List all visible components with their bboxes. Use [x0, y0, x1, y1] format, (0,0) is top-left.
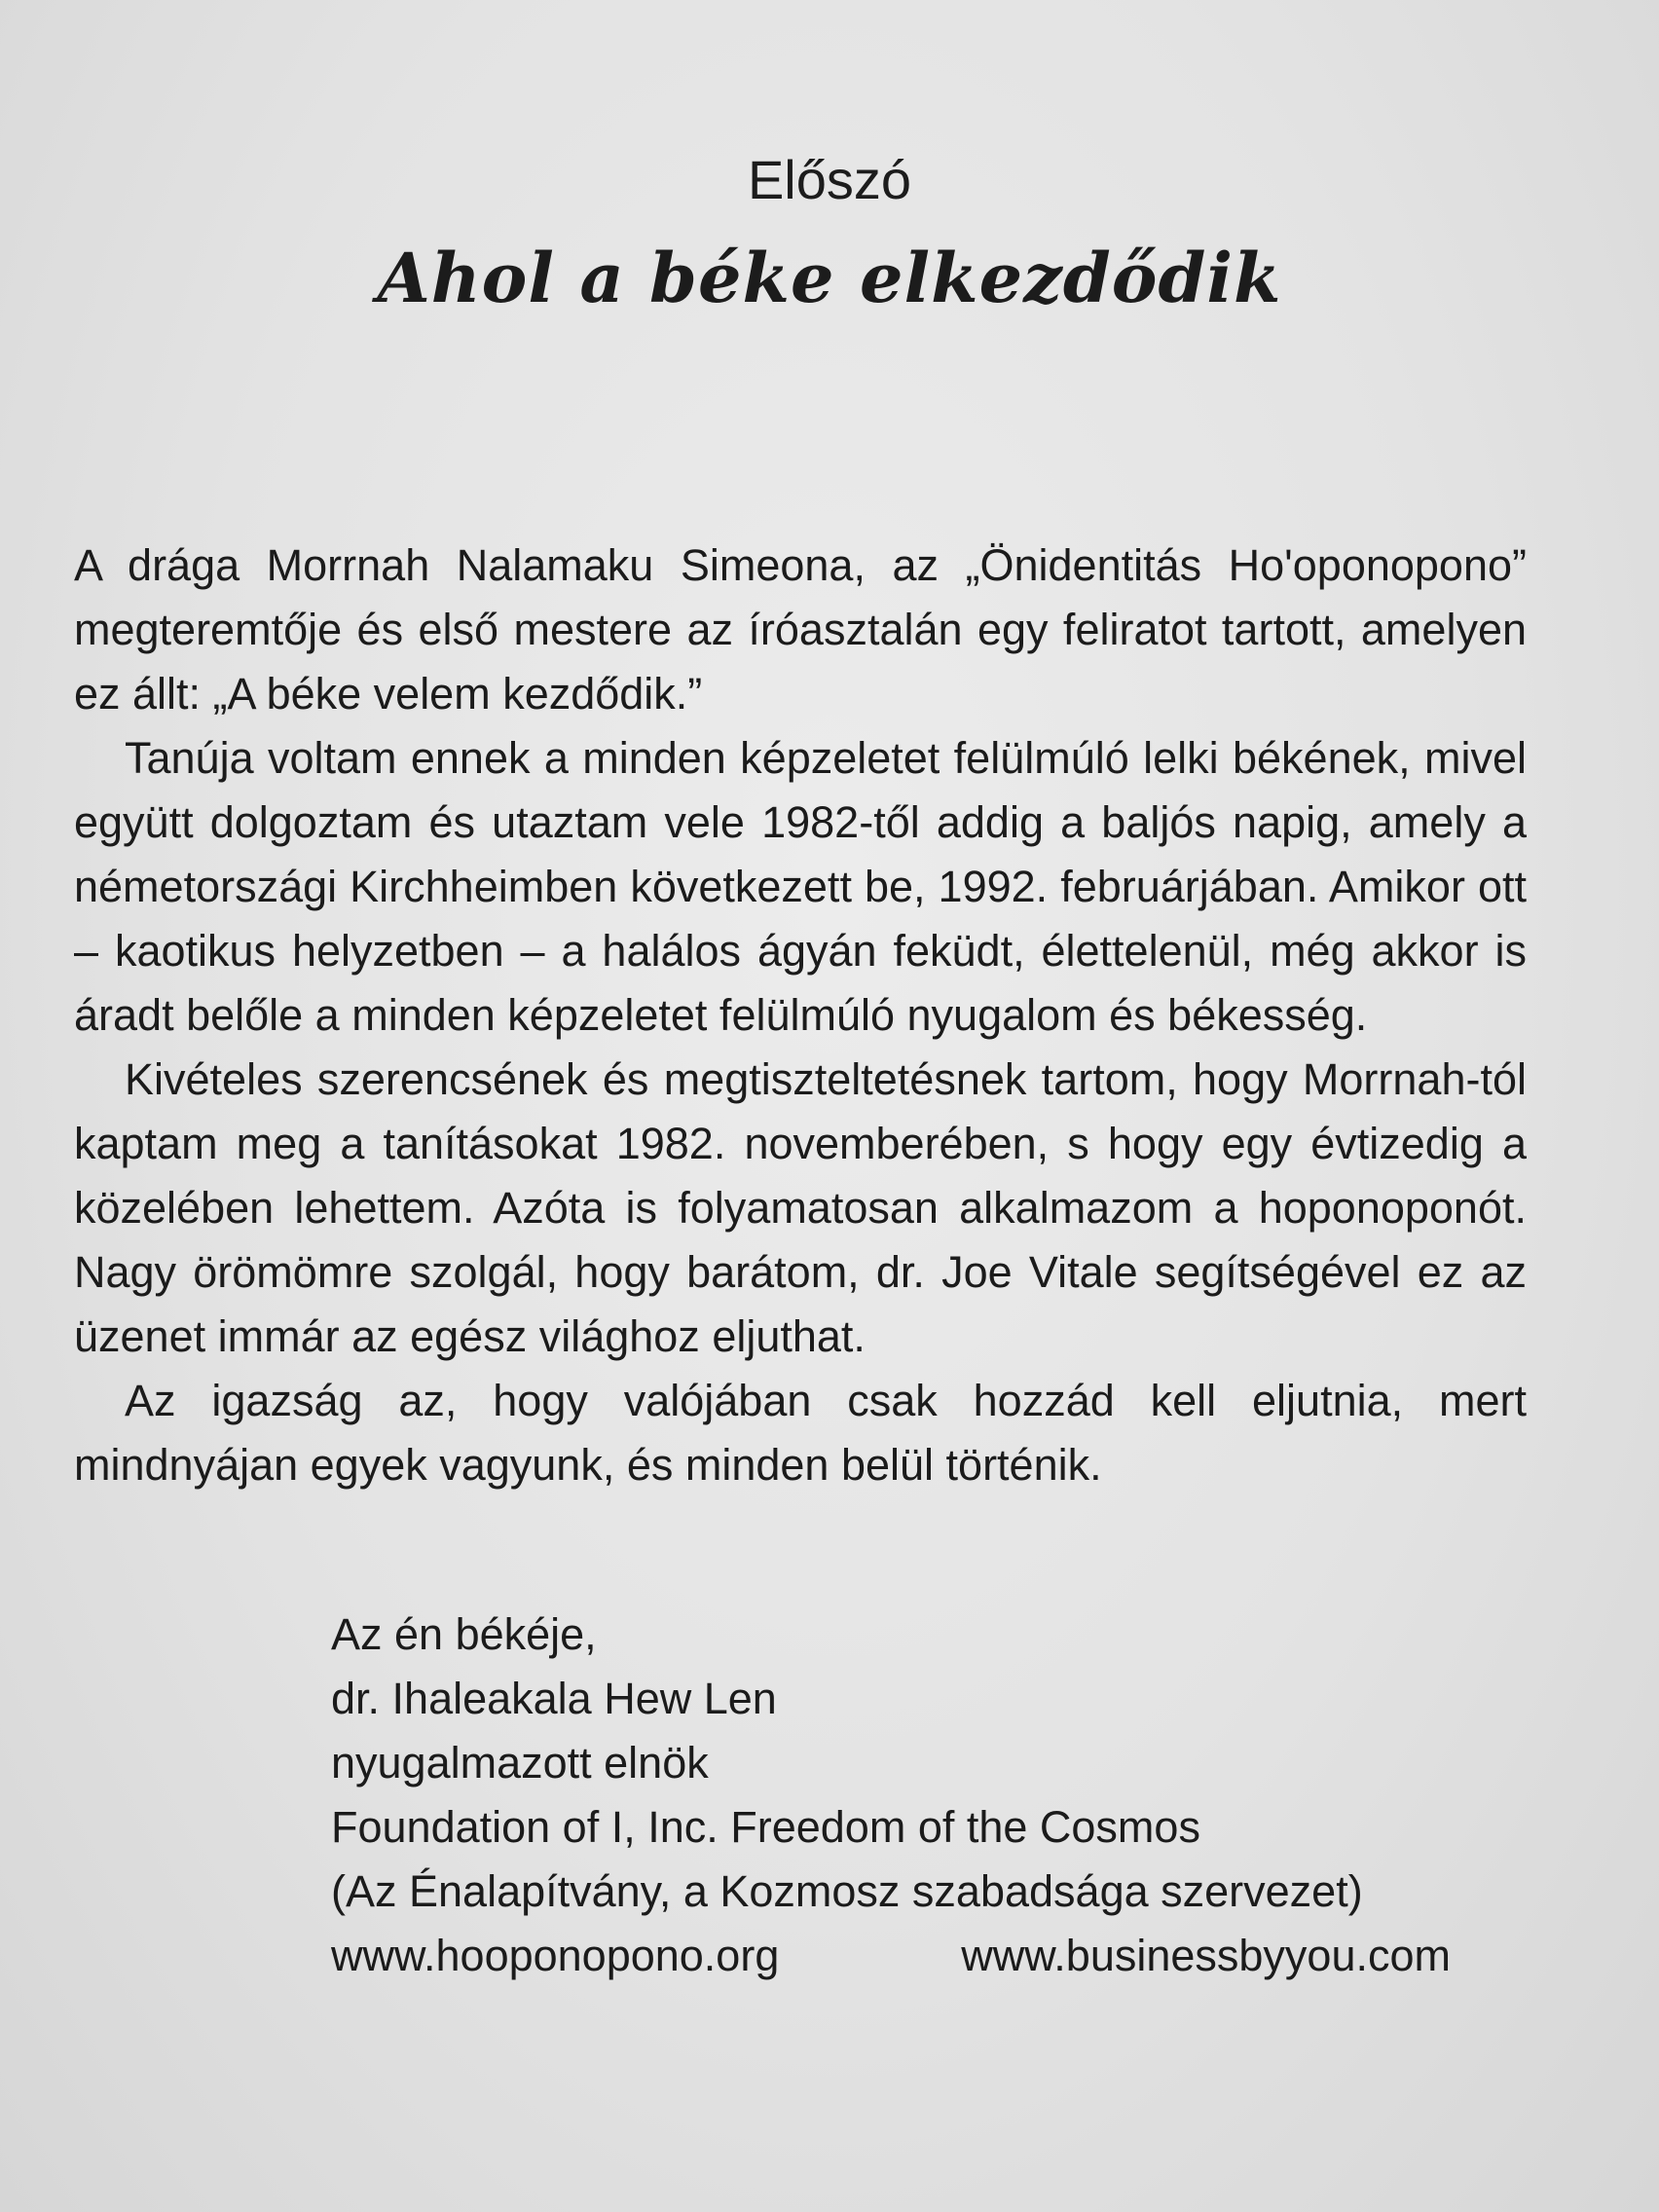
- chapter-title: Ahol a béke elkezdődik: [377, 238, 1282, 318]
- website-link-hooponopono[interactable]: www.hooponopono.org: [331, 1931, 780, 1980]
- body-text: [74, 534, 1527, 1497]
- website-link-businessbyyou[interactable]: www.businessbyyou.com: [961, 1931, 1451, 1980]
- section-label: Előszó: [747, 149, 912, 210]
- signature-role: nyugalmazott elnök: [331, 1738, 709, 1788]
- signature-organization: Foundation of I, Inc. Freedom of the Cosmos: [331, 1802, 1200, 1852]
- signature-closing: Az én békéje,: [331, 1609, 597, 1659]
- signature-organization-translation: (Az Énalapítvány, a Kozmosz szabadsága szervezet): [331, 1866, 1363, 1916]
- paragraph-3: Kivételes szerencsének és megtiszteltetésnek tartom, hogy Morrnah-tól kaptam meg a tanításokat 1982. novemberében, s hogy egy évtizedig a közelében lehettem. Azóta is folyamatosan alkalmazom a hoponoponót. Nagy örömömre szolgál, hogy barátom, dr. Joe Vitale segítségével ez az üzenet immár az egész világhoz eljuthat.: [74, 1054, 1527, 1361]
- paragraph-4: Az igazság az, hogy valójában csak hozzád kell eljutnia, mert mindnyájan egyek vagyunk, és minden belül történik.: [74, 1376, 1527, 1490]
- website-row: [331, 1924, 1451, 1988]
- paragraph-1: A drága Morrnah Nalamaku Simeona, az „Önidentitás Ho'oponopono” megteremtője és első mestere az íróasztalán egy feliratot tartott, amelyen ez állt: „A béke velem kezdődik.”: [74, 540, 1527, 719]
- signature-block: [331, 1603, 1460, 1988]
- signature-name: dr. Ihaleakala Hew Len: [331, 1674, 777, 1723]
- paragraph-2: Tanúja voltam ennek a minden képzeletet felülmúló lelki békének, mivel együtt dolgoztam és utaztam vele 1982-től addig a baljós napig, amely a németországi Kirchheimben következett be, 1992. februárjában. Amikor ott – kaotikus helyzetben – a halálos ágyán feküdt, élettelenül, még akkor is áradt belőle a minden képzeletet felülmúló nyugalom és békesség.: [74, 733, 1527, 1040]
